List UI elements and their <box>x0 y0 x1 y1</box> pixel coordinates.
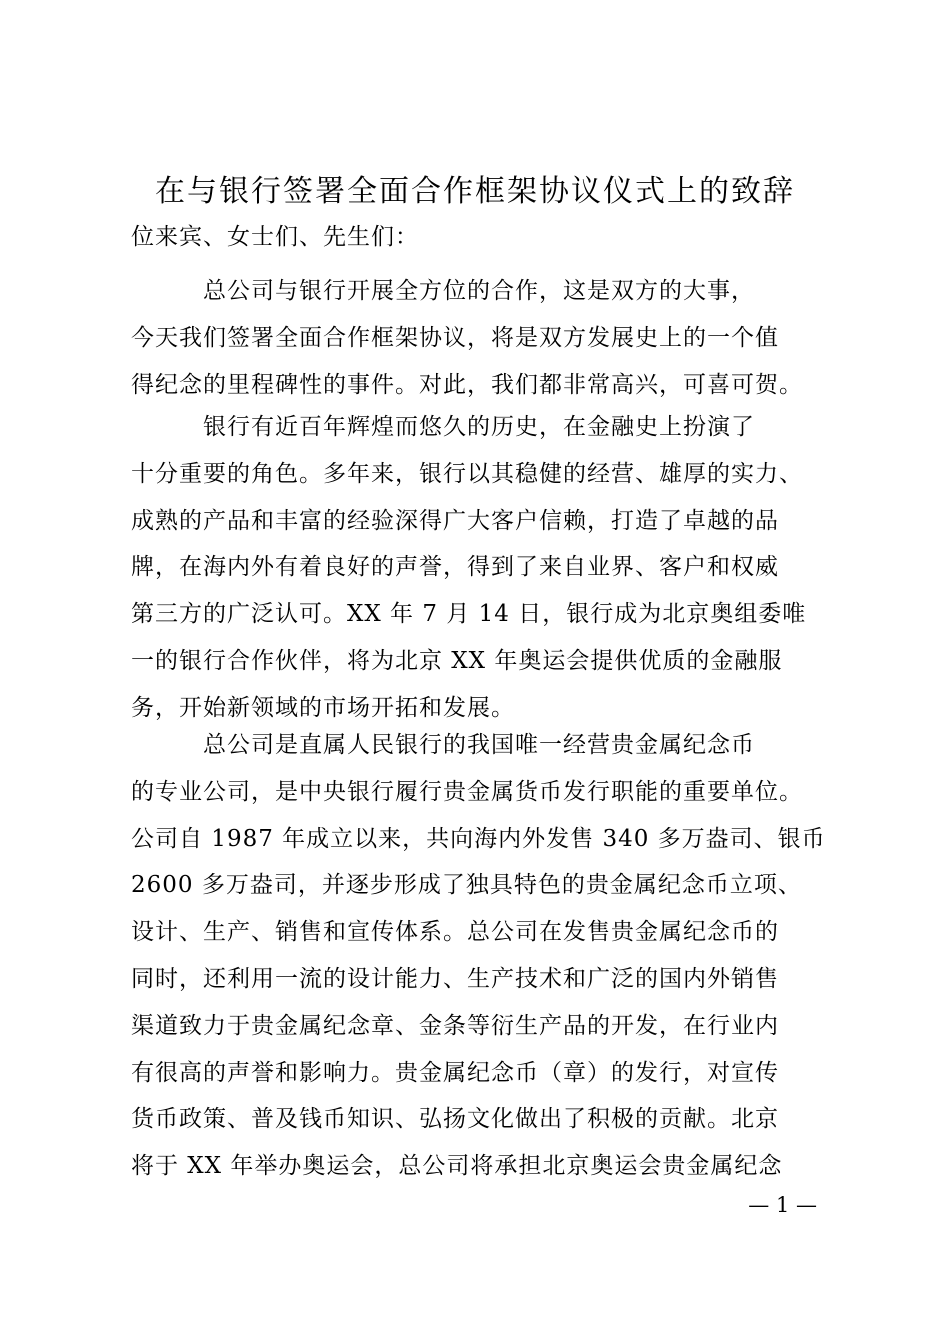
paragraph-line: 公司自 1987 年成立以来，共向海内外发售 340 多万盎司、银币 <box>131 825 826 852</box>
paragraph-line: 设计、生产、销售和宣传体系。总公司在发售贵金属纪念币的 <box>131 919 779 946</box>
paragraph-line: 牌，在海内外有着良好的声誉，得到了来自业界、客户和权威 <box>131 554 779 581</box>
paragraph-line: 同时，还利用一流的设计能力、生产技术和广泛的国内外销售 <box>131 965 779 992</box>
paragraph-line: 总公司与银行开展全方位的合作，这是双方的大事， <box>131 278 755 304</box>
paragraph-line: 得纪念的里程碑性的事件。对此，我们都非常高兴，可喜可贺。 <box>131 371 803 398</box>
paragraph-line: 渠道致力于贵金属纪念章、金条等衍生产品的开发，在行业内 <box>131 1012 779 1039</box>
paragraph-line: 十分重要的角色。多年来，银行以其稳健的经营、雄厚的实力、 <box>131 460 803 487</box>
paragraph-line: 有很高的声誉和影响力。贵金属纪念币（章）的发行，对宣传 <box>131 1059 779 1086</box>
paragraph-line: 2600 多万盎司，并逐步形成了独具特色的贵金属纪念币立项、 <box>131 872 802 899</box>
paragraph-1 <box>131 268 821 408</box>
paragraph-line: 成熟的产品和丰富的经验深得广大客户信赖，打造了卓越的品 <box>131 507 779 534</box>
paragraph-line: 总公司是直属人民银行的我国唯一经营贵金属纪念币 <box>131 732 755 758</box>
document-title: 在与银行签署全面合作框架协议仪式上的致辞 <box>155 174 795 209</box>
salutation: 位来宾、女士们、先生们： <box>131 224 419 250</box>
paragraph-line: 务，开始新领域的市场开拓和发展。 <box>131 694 515 721</box>
paragraph-line: 的专业公司，是中央银行履行贵金属货币发行职能的重要单位。 <box>131 778 803 805</box>
paragraph-line: 货币政策、普及钱币知识、弘扬文化做出了积极的贡献。北京 <box>131 1106 779 1133</box>
paragraph-line: 银行有近百年辉煌而悠久的历史，在金融史上扮演了 <box>131 414 755 440</box>
salutation-block <box>131 214 821 261</box>
paragraph-3 <box>131 722 826 1190</box>
page-number: — 1 — <box>748 1193 817 1217</box>
paragraph-line: 第三方的广泛认可。XX 年 7 月 14 日，银行成为北京奥组委唯 <box>131 601 807 628</box>
paragraph-line: 将于 XX 年举办奥运会，总公司将承担北京奥运会贵金属纪念 <box>131 1153 783 1180</box>
paragraph-line: 一的银行合作伙伴，将为北京 XX 年奥运会提供优质的金融服 <box>131 647 783 674</box>
paragraph-2 <box>131 404 821 732</box>
paragraph-line: 今天我们签署全面合作框架协议，将是双方发展史上的一个值 <box>131 324 779 351</box>
